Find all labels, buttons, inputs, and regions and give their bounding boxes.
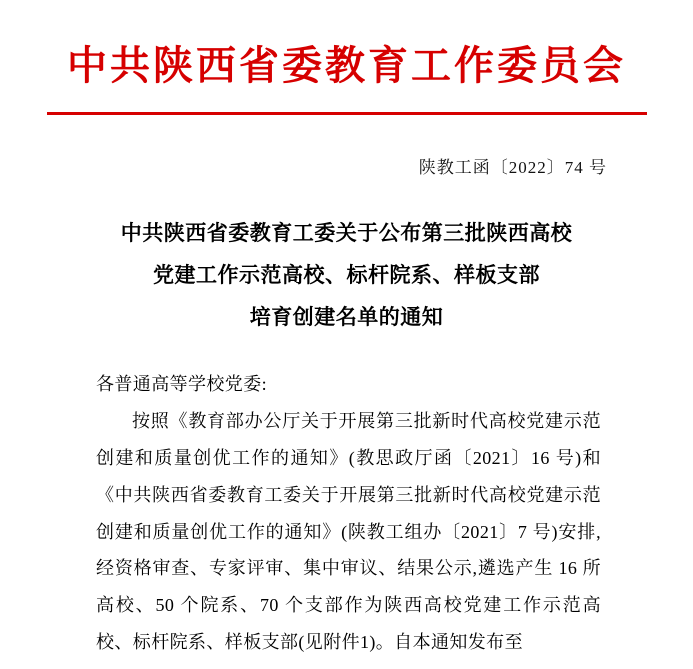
document-title xyxy=(0,212,693,338)
document-title-line-2: 党建工作示范高校、标杆院系、样板支部 xyxy=(153,263,540,287)
document-title-line-1: 中共陕西省委教育工委关于公布第三批陕西高校 xyxy=(120,221,573,245)
body-paragraph: 按照《教育部办公厅关于开展第三批新时代高校党建示范创建和质量创优工作的通知》(教思政厅函〔2021〕16 号)和《中共陕西省委教育工委关于开展第三批新时代高校党建示范创建和质量创优工作的通知》(陕教工组办〔2021〕7 号)安排,经资格审查、专家评审、集中审议、结果公示,遴选产生 16 所高校、50 个院系、70 个支部作为陕西高校党建工作示范高校、标杆院系、样板支部(见附件1)。自本通知发布至 xyxy=(96,410,601,653)
document-body xyxy=(0,366,693,661)
salutation: 各普通高等学校党委: xyxy=(96,374,267,394)
document-title-line-3: 培育创建名单的通知 xyxy=(249,305,444,329)
document-number: 陕教工函〔2022〕74 号 xyxy=(418,158,607,177)
letterhead-divider xyxy=(47,112,647,115)
letterhead-organization-name: 中共陕西省委教育工作委员会 xyxy=(67,43,626,88)
letterhead xyxy=(0,0,693,115)
